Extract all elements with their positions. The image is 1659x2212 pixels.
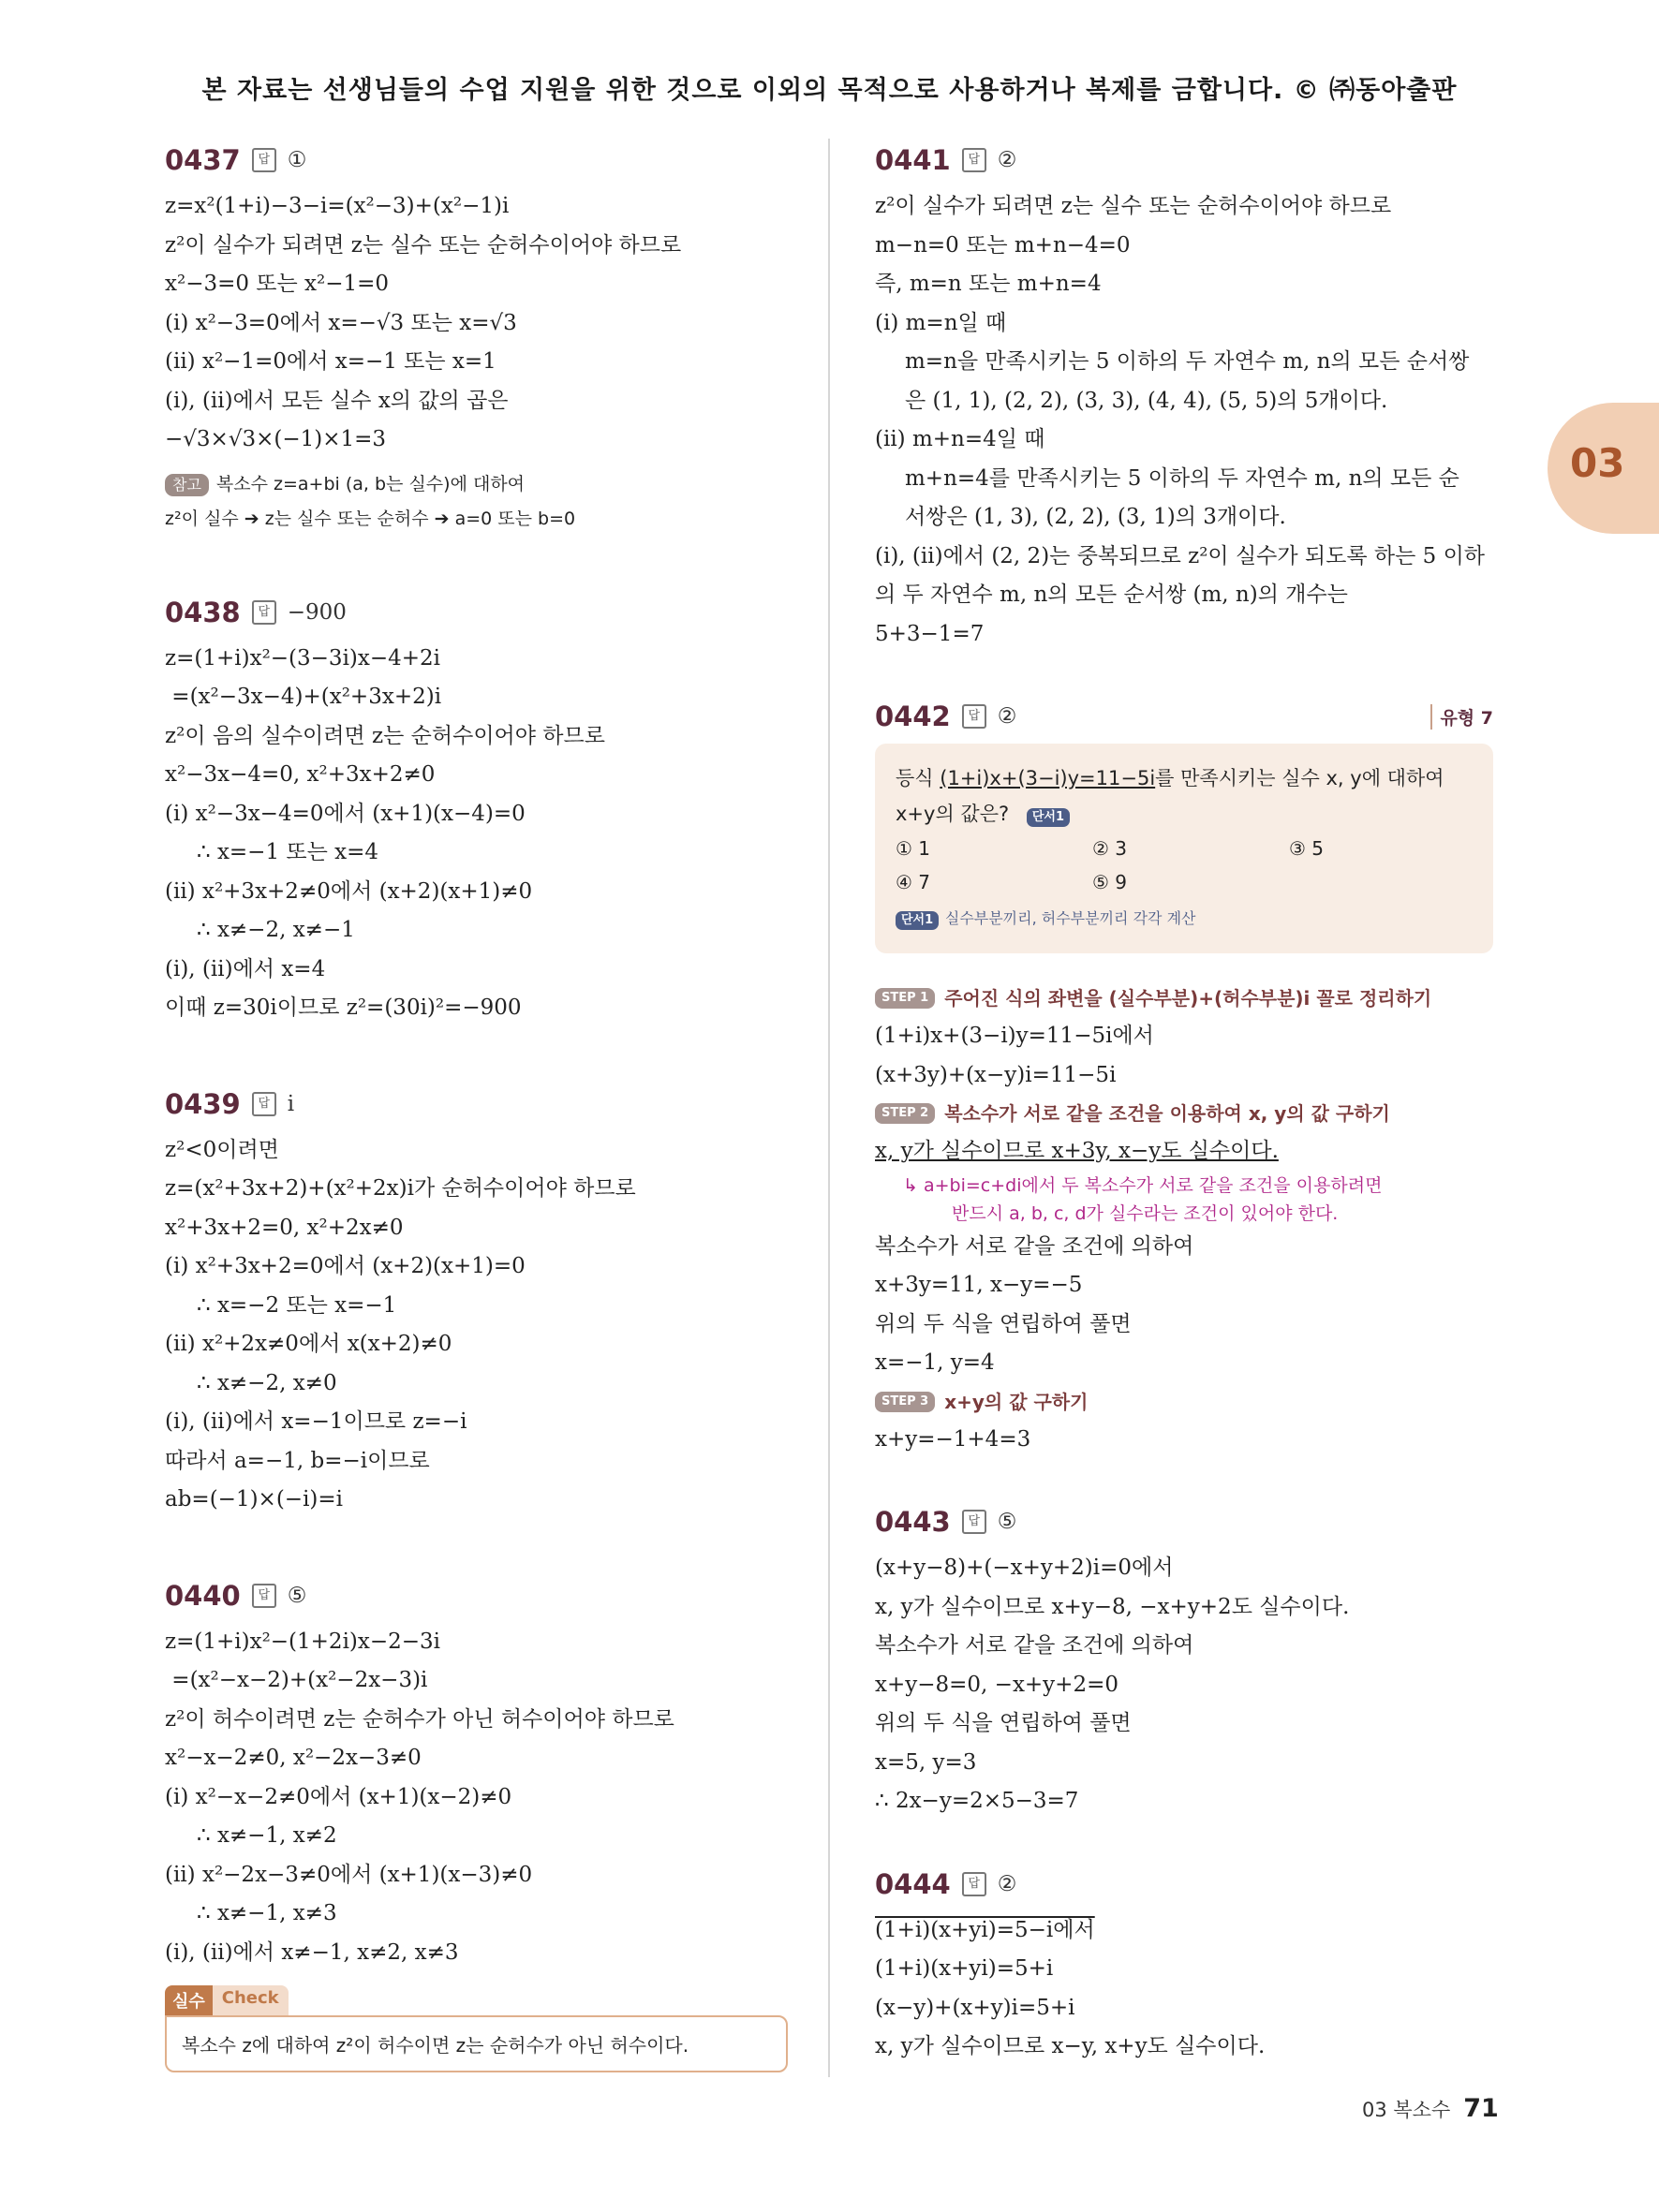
answer-label: 답 [962, 704, 986, 729]
reference-line: 복소수 z=a+bi (a, b는 실수)에 대하여 [215, 473, 526, 494]
step-heading [875, 1383, 1493, 1421]
answer-value: ① [287, 148, 307, 172]
answer-label: 답 [252, 600, 276, 625]
solution-line: (ⅰ), (ⅱ)에서 (2, 2)는 중복되므로 z²이 실수가 되도록 하는 5 이하 [875, 543, 1486, 568]
reference-tag: 참고 [165, 474, 209, 496]
answer-value: ② [997, 1871, 1017, 1896]
check-text: 복소수 z에 대하여 z²이 허수이면 z는 순허수가 아닌 허수이다. [165, 2015, 788, 2072]
chapter-tab-number: 03 [1570, 440, 1625, 486]
solution-line: z=(1+i)x²−(3−3i)x−4+2i [165, 645, 441, 671]
solution-line: (ⅰ), (ⅱ)에서 모든 실수 x의 값의 곱은 [165, 388, 509, 413]
solution-line: x, y가 실수이므로 x+y−8, −x+y+2도 실수이다. [875, 1594, 1350, 1619]
solution-line: z²이 음의 실수이려면 z는 순허수이어야 하므로 [165, 723, 605, 748]
choice: ① 1 [896, 837, 931, 860]
clue-badge: 단서1 [896, 911, 939, 930]
problem-number: 0439 [165, 1087, 241, 1120]
mistake-check-box [165, 1985, 788, 2072]
problem-number: 0438 [165, 596, 241, 628]
solution-line: (ⅱ) x²−2x−3≠0에서 (x+1)(x−3)≠0 [165, 1862, 533, 1887]
annotation-line: ↳ a+bi=c+di에서 두 복소수가 서로 같을 조건을 이용하려면 [903, 1174, 1383, 1196]
step-heading [875, 980, 1493, 1017]
answer-label: 답 [962, 1872, 986, 1896]
solution-line: (x+y−8)+(−x+y+2)i=0에서 [875, 1556, 1174, 1580]
problem-0438 [165, 591, 788, 1028]
problem-number: 0440 [165, 1579, 241, 1612]
solution-line: 따라서 a=−1, b=−i이므로 [165, 1448, 430, 1473]
solution-line: 복소수가 서로 같을 조건에 의하여 [875, 1633, 1194, 1658]
question-text: 를 만족시키는 실수 x, y에 대하여 [1155, 767, 1444, 789]
problem-0440 [165, 1574, 788, 2073]
solution-line: (ⅰ) x²−x−2≠0에서 (x+1)(x−2)≠0 [165, 1784, 512, 1809]
solution-line: 의 두 자연수 m, n의 모든 순서쌍 (m, n)의 개수는 [875, 582, 1348, 607]
problem-number: 0444 [875, 1867, 951, 1900]
solution-line: 이때 z=30i이므로 z²=(30i)²=−900 [165, 995, 522, 1020]
answer-value: ② [997, 704, 1017, 729]
footer-chapter: 03 복소수 [1362, 2099, 1451, 2121]
clue-badge: 단서1 [1027, 808, 1070, 827]
solution-line: x²−x−2≠0, x²−2x−3≠0 [165, 1746, 422, 1770]
solution-line: ∴ x≠−2, x≠0 [197, 1370, 337, 1395]
solution-line: (x+3y)+(x−y)i=11−5i [875, 1062, 1117, 1087]
step-badge: STEP 1 [875, 988, 935, 1009]
solution-line: x, y가 실수이므로 x−y, x+y도 실수이다. [875, 2034, 1266, 2058]
solution-line: x²−3x−4=0, x²+3x+2≠0 [165, 762, 436, 787]
solution-line: (x−y)+(x+y)i=5+i [875, 1995, 1075, 2020]
check-tab-label: 실수 [165, 1985, 213, 2015]
problem-number: 0442 [875, 700, 951, 732]
solution-line: −√3×√3×(−1)×1=3 [165, 427, 387, 451]
solution-line: ∴ x≠−2, x≠−1 [197, 918, 355, 942]
solution-line: (ⅰ), (ⅱ)에서 x=−1이므로 z=−i [165, 1409, 467, 1434]
question-clue: (1+i)x+(3−i)y=11−5i [940, 767, 1156, 789]
problem-number: 0441 [875, 144, 951, 176]
solution-line: z=x²(1+i)−3−i=(x²−3)+(x²−1)i [165, 194, 510, 218]
mistake-check-tab [165, 1985, 289, 2015]
solution-line: z=(1+i)x²−(1+2i)x−2−3i [165, 1629, 441, 1654]
answer-value: ⑤ [997, 1510, 1017, 1534]
answer-label: 답 [252, 1092, 276, 1116]
problem-0439 [165, 1083, 788, 1520]
copyright-banner: 본 자료는 선생님들의 수업 지원을 위한 것으로 이외의 목적으로 사용하거나 복제를 금합니다. © ㈜동아출판 [201, 76, 1458, 105]
answer-label: 답 [962, 1510, 986, 1534]
answer-label: 답 [962, 148, 986, 172]
problem-number: 0437 [165, 144, 241, 176]
solution-line: (ⅰ), (ⅱ)에서 x≠−1, x≠2, x≠3 [165, 1939, 459, 1965]
solution-line: m=n을 만족시키는 5 이하의 두 자연수 m, n의 모든 순서쌍 [905, 349, 1470, 374]
solution-line: ab=(−1)×(−i)=i [165, 1487, 344, 1512]
solution-line: (ⅰ), (ⅱ)에서 x=4 [165, 956, 326, 981]
question-text: x+y의 값은? [896, 803, 1010, 825]
solution-line: 은 (1, 1), (2, 2), (3, 3), (4, 4), (5, 5)의 5개이다. [905, 388, 1388, 413]
solution-line: z=(x²+3x+2)+(x²+2x)i가 순허수이어야 하므로 [165, 1176, 636, 1201]
left-column [165, 139, 788, 2114]
problem-0444 [875, 1863, 1493, 2067]
reference-note [165, 467, 788, 537]
solution-line: x+y=−1+4=3 [875, 1426, 1031, 1452]
solution-line: ∴ x≠−1, x≠2 [197, 1823, 337, 1848]
solution-line: x²+3x+2=0, x²+2x≠0 [165, 1215, 404, 1240]
problem-0443 [875, 1500, 1493, 1821]
solution-line: m−n=0 또는 m+n−4=0 [875, 232, 1131, 258]
solution-line: 위의 두 식을 연립하여 풀면 [875, 1311, 1132, 1336]
choices [896, 832, 1473, 899]
choice: ③ 5 [1289, 837, 1325, 860]
solution-line: (ⅱ) x²+2x≠0에서 x(x+2)≠0 [165, 1332, 452, 1356]
solution-line: =(x²−3x−4)+(x²+3x+2)i [165, 685, 442, 709]
solution-line: (ⅰ) x²−3=0에서 x=−√3 또는 x=√3 [165, 310, 517, 335]
solution-line: x, y가 실수이므로 x+3y, x−y도 실수이다. [875, 1139, 1279, 1163]
solution-line: z²이 허수이려면 z는 순허수가 아닌 허수이어야 하므로 [165, 1706, 674, 1732]
solution-line: ∴ x=−1 또는 x=4 [197, 840, 379, 864]
solution-line: z²이 실수가 되려면 z는 실수 또는 순허수이어야 하므로 [875, 194, 1392, 218]
reference-line: z²이 실수 ➔ z는 실수 또는 순허수 ➔ a=0 또는 b=0 [165, 508, 576, 529]
question-text: 등식 [896, 767, 941, 789]
solution-line: ∴ x≠−1, x≠3 [197, 1901, 337, 1925]
solution-line: x=−1, y=4 [875, 1350, 995, 1375]
answer-value: ② [997, 148, 1017, 172]
step-badge: STEP 3 [875, 1392, 935, 1412]
solution-line: =(x²−x−2)+(x²−2x−3)i [165, 1668, 428, 1692]
check-tab-label: Check [213, 1985, 289, 2015]
problem-number: 0443 [875, 1506, 951, 1538]
solution-line: (ⅰ) x²+3x+2=0에서 (x+2)(x+1)=0 [165, 1254, 526, 1278]
annotation-line: 반드시 a, b, c, d가 실수라는 조건이 있어야 한다. [952, 1202, 1339, 1224]
answer-value: i [287, 1091, 295, 1116]
choice: ② 3 [1092, 837, 1128, 860]
solution-line: 5+3−1=7 [875, 621, 985, 646]
solution-line: x+3y=11, x−y=−5 [875, 1273, 1083, 1297]
solution-line: (ⅰ) x²−3x−4=0에서 (x+1)(x−4)=0 [165, 801, 526, 826]
step-title: 주어진 식의 좌변을 (실수부분)+(허수부분)i 꼴로 정리하기 [944, 987, 1432, 1010]
solution-line: 즉, m=n 또는 m+n=4 [875, 272, 1102, 296]
step-badge: STEP 2 [875, 1103, 935, 1124]
solution-line: (ⅱ) x²−1=0에서 x=−1 또는 x=1 [165, 349, 496, 374]
solution-line: (1+i)(x+yi)=5+i [875, 1956, 1054, 1981]
page-footer [1362, 2094, 1499, 2123]
problem-0441 [875, 139, 1493, 654]
step-heading [875, 1095, 1493, 1132]
right-column [875, 139, 1493, 2108]
solution-line: x=5, y=3 [875, 1749, 977, 1775]
answer-label: 답 [252, 148, 276, 172]
solution-line: 복소수가 서로 같을 조건에 의하여 [875, 1233, 1194, 1259]
choice: ⑤ 9 [1092, 871, 1128, 893]
solution-line: ∴ 2x−y=2×5−3=7 [875, 1789, 1079, 1813]
answer-label: 답 [252, 1584, 276, 1608]
solution-line: 위의 두 식을 연립하여 풀면 [875, 1711, 1132, 1735]
solution-line: 서쌍은 (1, 3), (2, 2), (3, 1)의 3개이다. [905, 505, 1286, 529]
clue-hint: 실수부분끼리, 허수부분끼리 각각 계산 [944, 909, 1196, 927]
step-title: x+y의 값 구하기 [944, 1390, 1089, 1413]
page-number: 71 [1463, 2094, 1499, 2123]
question-box [875, 744, 1493, 953]
problem-0442 [875, 695, 1493, 1459]
solution-line: (1+i)(x+yi)=5−i에서 [875, 1917, 1095, 1942]
step-title: 복소수가 서로 같을 조건을 이용하여 x, y의 값 구하기 [944, 1102, 1390, 1125]
solution-line: ∴ x=−2 또는 x=−1 [197, 1292, 397, 1318]
type-tag: 유형 7 [1430, 704, 1493, 730]
solution-line: x²−3=0 또는 x²−1=0 [165, 272, 390, 296]
solution-line: (ⅱ) m+n=4일 때 [875, 427, 1045, 451]
column-divider [828, 139, 830, 2077]
solution-line: x+y−8=0, −x+y+2=0 [875, 1672, 1118, 1697]
solution-line: z²이 실수가 되려면 z는 실수 또는 순허수이어야 하므로 [165, 232, 682, 258]
answer-value: −900 [287, 599, 347, 625]
solution-line: (ⅰ) m=n일 때 [875, 310, 1007, 335]
answer-value: ⑤ [287, 1583, 307, 1608]
solution-line: z²<0이려면 [165, 1137, 279, 1162]
solution-line: m+n=4를 만족시키는 5 이하의 두 자연수 m, n의 모든 순 [905, 465, 1459, 491]
problem-0437 [165, 139, 788, 537]
solution-line: (1+i)x+(3−i)y=11−5i에서 [875, 1024, 1154, 1048]
solution-line: (ⅱ) x²+3x+2≠0에서 (x+2)(x+1)≠0 [165, 878, 533, 904]
choice: ④ 7 [896, 871, 931, 893]
